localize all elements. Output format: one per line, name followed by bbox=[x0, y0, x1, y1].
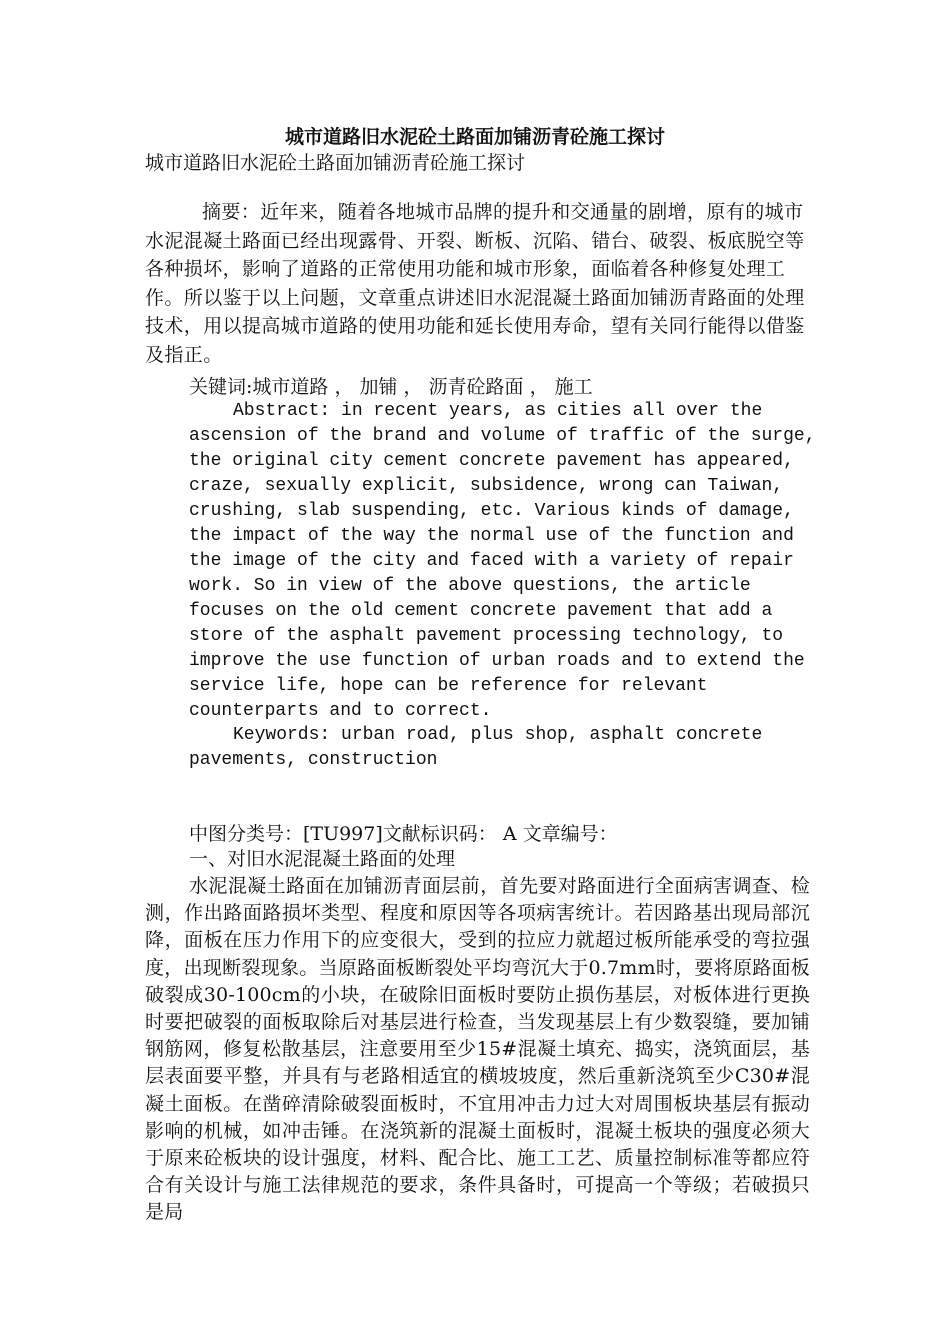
abstract-english-line: the original city cement concrete pavement has appeared, bbox=[189, 451, 794, 471]
keywords-english-line: Keywords: urban road, plus shop, asphalt concrete bbox=[233, 725, 763, 745]
classification-line: 中图分类号：[TU997]文献标识码： A 文章编号： bbox=[189, 823, 618, 845]
keywords-chinese: 关键词:城市道路 ， 加铺 ， 沥青砼路面 ， 施工 bbox=[189, 376, 593, 398]
body-paragraph: 水泥混凝土路面在加铺沥青面层前，首先要对路面进行全面病害调查、检测，作出路面路损坏类型、程度和原因等各项病害统计。若因路基出现局部沉降，面板在压力作用下的应变很大，受到的拉应力就超过板所能承受的弯拉强度，出现断裂现象。当原路面板断裂处平均弯沉大于0.7mm时，要将原路面板破裂成30-100cm的小块，在破除旧面板时要防止损伤基层，对板体进行更换时要把破裂的面板取除后对基层进行检查，当发现基层上有少数裂缝，要加铺钢筋网，修复松散基层，注意要用至少15#混凝土填充、捣实，浇筑面层，基层表面要平整，并具有与老路相适宜的横坡坡度，然后重新浇筑至少C30#混凝土面板。在凿碎清除破裂面板时，不宜用冲击力过大对周围板块基层有振动影响的机械，如冲击锤。在浇筑新的混凝土面板时，混凝土板块的强度必须大于原来砼板块的设计强度，材料、配合比、施工工艺、质量控制标准等都应符合有关设计与施工法律规范的要求，条件具备时，可提高一个等级；若破损只是局 bbox=[145, 875, 810, 1224]
document-title: 城市道路旧水泥砼土路面加铺沥青砼施工探讨 bbox=[284, 126, 665, 148]
abstract-english-line: store of the asphalt pavement processing technology, to bbox=[189, 626, 784, 646]
keywords-english-line: pavements, construction bbox=[189, 750, 438, 770]
abstract-english-line: Abstract: in recent years, as cities all over the bbox=[233, 401, 763, 421]
document-subtitle: 城市道路旧水泥砼土路面加铺沥青砼施工探讨 bbox=[145, 152, 526, 174]
section-heading: 一、对旧水泥混凝土路面的处理 bbox=[189, 848, 456, 870]
abstract-chinese: 摘要：近年来，随着各地城市品牌的提升和交通量的剧增，原有的城市水泥混凝土路面已经出现露骨、开裂、断板、沉陷、错台、破裂、板底脱空等各种损坏，影响了道路的正常使用功能和城市形象，面临着各种修复处理工作。所以鉴于以上问题，文章重点讲述旧水泥混凝土路面加铺沥青路面的处理技术，用以提高城市道路的使用功能和延长使用寿命，望有关同行能得以借鉴及指正。 bbox=[145, 201, 805, 366]
keywords-english bbox=[145, 723, 805, 773]
abstract-english-line: improve the use function of urban roads and to extend the bbox=[189, 651, 805, 671]
abstract-english-line: ascension of the brand and volume of traffic of the surge, bbox=[189, 426, 816, 446]
abstract-english-line: work. So in view of the above questions, the article bbox=[189, 576, 751, 596]
abstract-english-line: focuses on the old cement concrete pavement that add a bbox=[189, 601, 773, 621]
abstract-english-line: crushing, slab suspending, etc. Various kinds of damage, bbox=[189, 501, 794, 521]
abstract-english-line: craze, sexually explicit, subsidence, wrong can Taiwan, bbox=[189, 476, 784, 496]
abstract-english-line: counterparts and to correct. bbox=[189, 701, 492, 721]
abstract-english-line: the impact of the way the normal use of the function and bbox=[189, 526, 794, 546]
abstract-english-line: service life, hope can be reference for relevant bbox=[189, 676, 708, 696]
abstract-english bbox=[145, 399, 816, 724]
abstract-english-line: the image of the city and faced with a variety of repair bbox=[189, 551, 794, 571]
